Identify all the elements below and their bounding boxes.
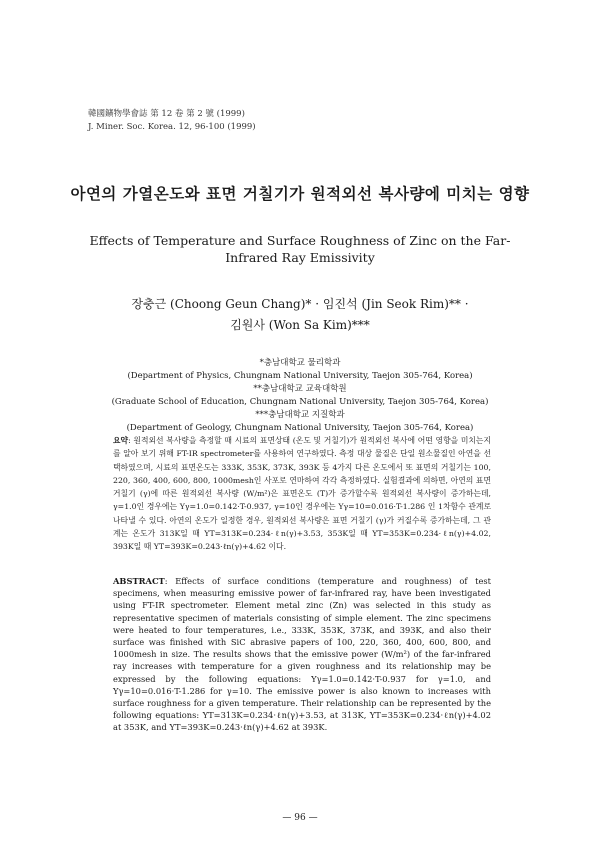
- abstract-korean: [113, 434, 491, 554]
- author-line-2: 김원사 (Won Sa Kim)***: [230, 318, 370, 332]
- affiliation-english: (Department of Physics, Chungnam National University, Taejon 305-764, Korea): [127, 371, 473, 381]
- paper-title-english: Effects of Temperature and Surface Roughness of Zinc on the Far-Infrared Ray Emissivity: [89, 233, 511, 265]
- affiliation-korean: ***충남대학교 지질학과: [255, 410, 345, 420]
- journal-header: [88, 108, 256, 134]
- journal-citation-korean: 韓國鑛物學會誌 第 12 卷 第 2 號 (1999): [88, 109, 245, 119]
- page-number: — 96 —: [282, 813, 318, 823]
- affiliation-korean: *충남대학교 물리학과: [259, 358, 341, 368]
- affiliation-english: (Department of Geology, Chungnam National University, Taejon 305-764, Korea): [126, 423, 474, 433]
- journal-citation-english: J. Miner. Soc. Korea. 12, 96-100 (1999): [88, 122, 256, 132]
- paper-title-korean: 아연의 가열온도와 표면 거칠기가 원적외선 복사량에 미치는 영향: [70, 184, 530, 203]
- abstract-english: [113, 575, 491, 734]
- abstract-korean-label: 요약: [113, 436, 129, 445]
- author-line-1: 장충근 (Choong Geun Chang)* · 임진석 (Jin Seok Rim)** ·: [131, 297, 469, 311]
- abstract-english-label: ABSTRACT: [113, 576, 165, 586]
- affiliations: [0, 357, 600, 435]
- abstract-korean-text: : 원적외선 복사량을 측정할 때 시료의 표면상태 (온도 및 거칠기)가 원적외선 복사에 어떤 영향을 미치는지를 알아 보기 위해 FT-IR spectrometer를 사용하여 연구하였다. 측정 대상 물질은 단일 원소물질인 아연을 선택하였으며, 시료의 표면온도는 333K, 353K, 373K, 393K 등 4가지 다른 온도에서 또 표면의 거칠기는 100, 220, 360, 400, 600, 800, 1000mesh인 사포로 연마하여 각각 측정하였다. 실험결과에 의하면, 아연의 표면 거칠기 (γ)에 따른 원적외선 복사량 (W/m²)은 표면온도 (T)가 증가할수록 원적외선 복사량이 증가하는데, γ=1.0인 경우에는 Yγ=1.0=0.142·T-0.937, γ=10인 경우에는 Yγ=10=0.016·T-1.286 인 1차함수 관계로 나타낼 수 있다. 아연의 온도가 일정한 경우, 원적외선 복사량은 표면 거칠기 (γ)가 커질수록 증가하는데, 그 관계는 온도가 313K일 때 YT=313K=0.234·ℓn(γ)+3.53, 353K일 때 YT=353K=0.234·ℓn(γ)+4.02, 393K일 때 YT=393K=0.243·ℓn(γ)+4.62 이다.: [113, 436, 491, 552]
- affiliation-korean: **충남대학교 교육대학원: [253, 384, 347, 394]
- abstract-english-text: : Effects of surface conditions (temperature and roughness) of test specimens, when measuring emissive power of far-infrared ray, have been investigated using FT-IR spectrometer. Element metal zinc (Zn) was selected in this study as representative specimen of materials consisting of simple element. The zinc specimens were heated to four temperatures, i.e., 333K, 353K, 373K, and 393K, and also their surface was finished with SiC abrasive papers of 100, 220, 360, 400, 600, 800, and 1000mesh in size. The results shows that the emissive power (W/m²) of the far-infrared ray increases with temperature for a given roughness and its relationship may be expressed by the following equations: Yγ=1.0=0.142·T-0.937 for γ=1.0, and Yγ=10=0.016·T-1.286 for γ=10. The emissive power is also known to increases with surface roughness for a given temperature. Their relationship can be represented by the following equations: YT=313K=0.234·ℓn(γ)+3.53, at 313K, YT=353K=0.234·ℓn(γ)+4.02 at 353K, and YT=393K=0.243·ℓn(γ)+4.62 at 393K.: [113, 576, 491, 733]
- author-list: [0, 294, 600, 336]
- affiliation-english: (Graduate School of Education, Chungnam National University, Taejon 305-764, Korea): [111, 397, 489, 407]
